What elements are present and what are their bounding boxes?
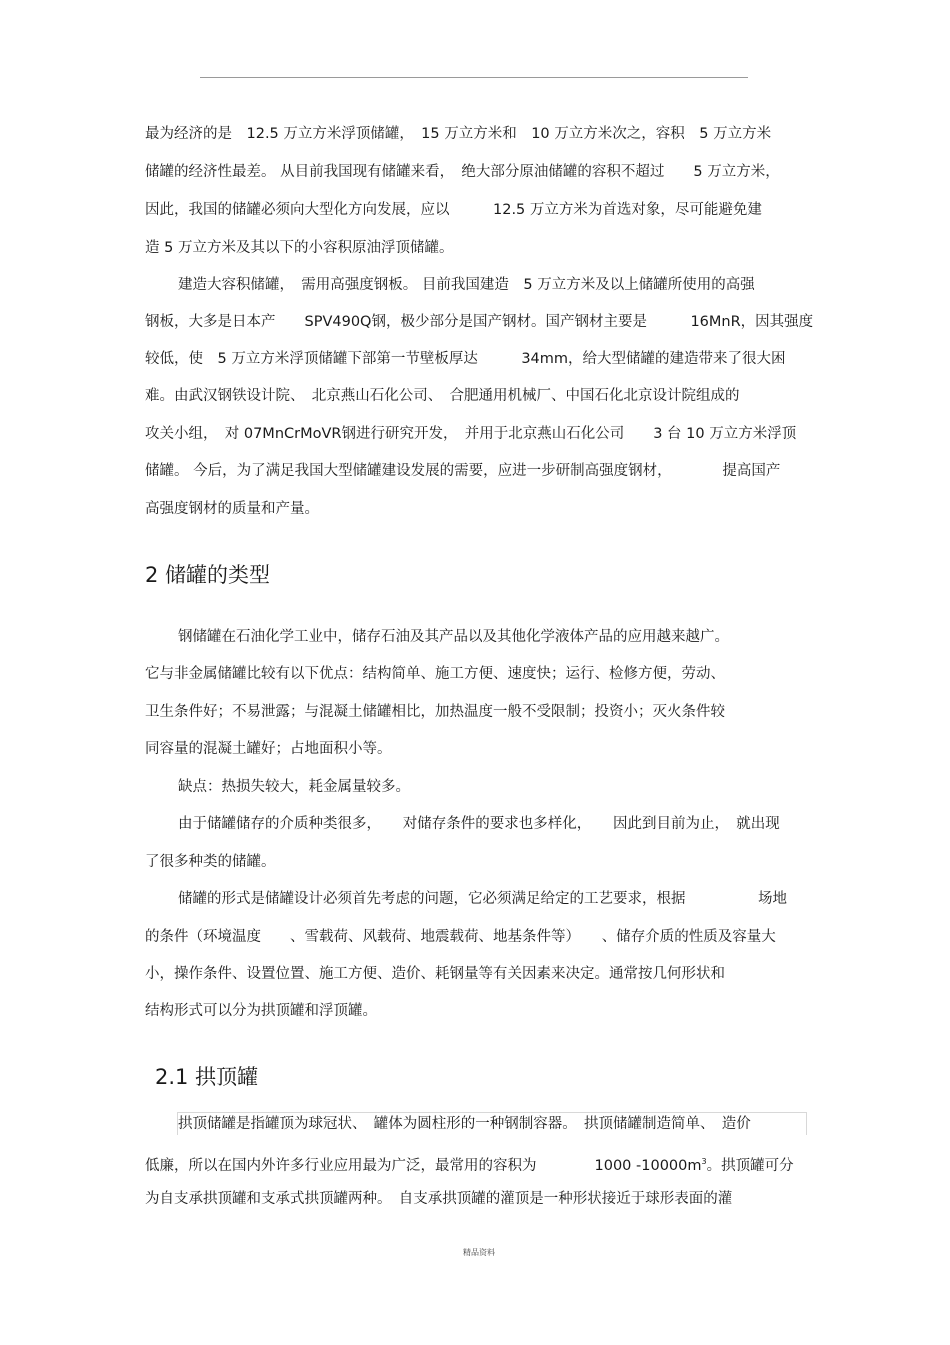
text-line: 缺点：热损失较大，耗金属量较多。 — [178, 779, 410, 795]
text-line: 结构形式可以分为拱顶罐和浮顶罐。 — [145, 1003, 377, 1019]
text-line: 由于储罐储存的介质种类很多， 对储存条件的要求也多样化， 因此到目前为止， 就出现 — [178, 816, 780, 832]
text-line: 建造大容积储罐， 需用高强度钢板。 目前我国建造 5 万立方米及以上储罐所使用的高强 — [178, 277, 755, 293]
text-line: 难。由武汉钢铁设计院、 北京燕山石化公司、 合肥通用机械厂、中国石化北京设计院组成的 — [145, 388, 740, 404]
superscript: 3 — [701, 1157, 707, 1166]
section-heading: 2 储罐的类型 — [145, 563, 271, 587]
text-line: 小，操作条件、设置位置、施工方便、造价、耗钢量等有关因素来决定。通常按几何形状和 — [145, 966, 725, 982]
text-line: 为自支承拱顶罐和支承式拱顶罐两种。 自支承拱顶罐的灌顶是一种形状接近于球形表面的灌 — [145, 1191, 733, 1207]
text-line: 储罐的形式是储罐设计必须首先考虑的问题，它必须满足给定的工艺要求，根据 场地 — [178, 891, 787, 907]
page-footer: 精品资料 — [463, 1248, 495, 1257]
text-line: 攻关小组， 对 07MnCrMoVR钢进行研究开发， 并用于北京燕山石化公司 3 台 10 万立方米浮顶 — [145, 426, 797, 442]
text-line: 同容量的混凝土罐好；占地面积小等。 — [145, 741, 392, 757]
text-line: 高强度钢材的质量和产量。 — [145, 501, 319, 517]
subsection-heading: 2.1 拱顶罐 — [155, 1065, 259, 1089]
text-line — [145, 1152, 794, 1176]
text-line: 储罐。 今后，为了满足我国大型储罐建设发展的需要，应进一步研制高强度钢材， 提高国产 — [145, 463, 781, 479]
text-line: 了很多种类的储罐。 — [145, 854, 276, 870]
text-line: 最为经济的是 12.5 万立方米浮顶储罐， 15 万立方米和 10 万立方米次之，容积 5 万立方米 — [145, 126, 772, 142]
text-line: 它与非金属储罐比较有以下优点：结构简单、施工方便、速度快；运行、检修方便，劳动、 — [145, 666, 725, 682]
text-segment: 低廉，所以在国内外许多行业应用最为广泛，最常用的容积为 1000 -10000m — [145, 1158, 702, 1174]
text-line: 钢板，大多是日本产 SPV490Q钢，极少部分是国产钢材。国产钢材主要是 16MnR，因其强度 — [145, 314, 814, 330]
text-line: 造 5 万立方米及其以下的小容积原油浮顶储罐。 — [145, 240, 454, 256]
text-line: 钢储罐在石油化学工业中，储存石油及其产品以及其他化学液体产品的应用越来越广。 — [178, 629, 729, 645]
text-line: 储罐的经济性最差。 从目前我国现有储罐来看， 绝大部分原油储罐的容积不超过 5 万立方米， — [145, 164, 780, 180]
text-line: 因此，我国的储罐必须向大型化方向发展，应以 12.5 万立方米为首选对象，尽可能避免建 — [145, 202, 762, 218]
text-line: 的条件（环境温度 、雪载荷、风载荷、地震载荷、地基条件等） 、储存介质的性质及容量大 — [145, 929, 776, 945]
text-line: 较低，使 5 万立方米浮顶储罐下部第一节壁板厚达 34mm，给大型储罐的建造带来了很大困 — [145, 351, 786, 367]
text-line: 卫生条件好；不易泄露；与混凝土储罐相比，加热温度一般不受限制；投资小；灭火条件较 — [145, 704, 725, 720]
header-rule — [200, 77, 748, 78]
text-segment: 。拱顶罐可分 — [706, 1158, 794, 1174]
text-line: 拱顶储罐是指罐顶为球冠状、 罐体为圆柱形的一种钢制容器。 拱顶储罐制造简单、 造价 — [178, 1116, 751, 1132]
